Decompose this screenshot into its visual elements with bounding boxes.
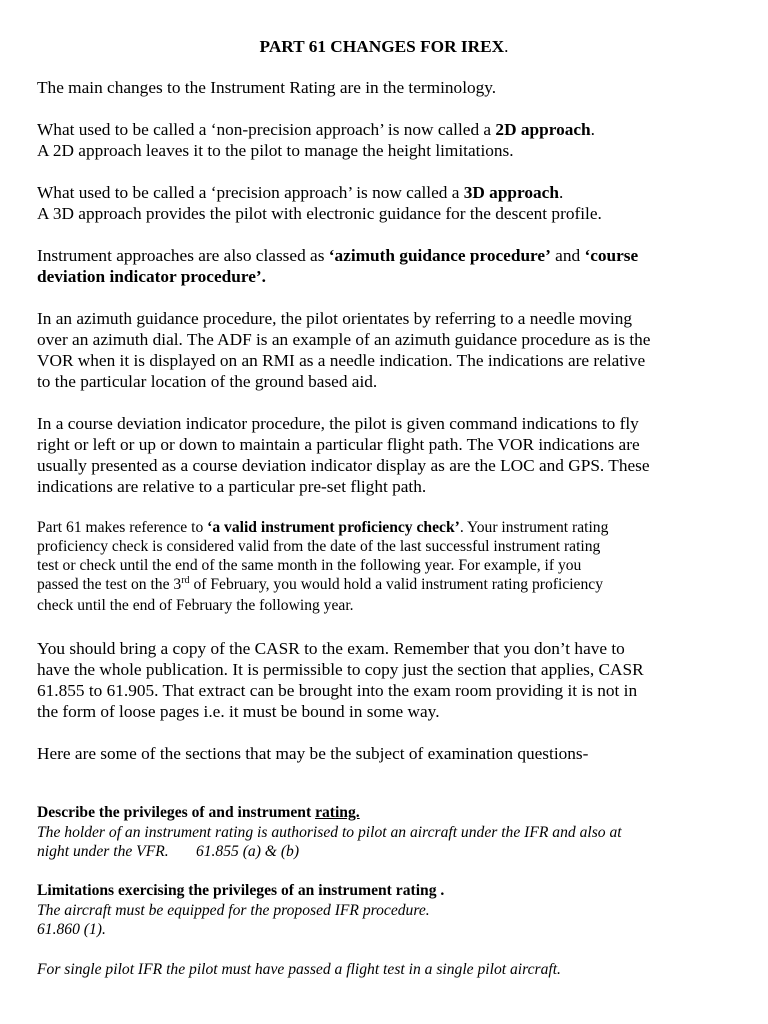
azimuth-para-line: over an azimuth dial. The ADF is an example of an azimuth guidance procedure as is the [37,330,651,349]
question-1-answer: night under the VFR. 61.855 (a) & (b) [37,843,300,860]
two-d-line-1: What used to be called a ‘non-precision approach’ is now called a 2D approach. [37,120,595,139]
question-1-heading: Describe the privileges of and instrument rating. [37,804,360,821]
azimuth-para-line: In an azimuth guidance procedure, the pilot orientates by referring to a needle moving [37,309,633,328]
ipc-line-1: Part 61 makes reference to ‘a valid instrument proficiency check’. Your instrument rating [37,519,609,536]
page-title [0,36,768,57]
classes-line-2 [37,266,266,287]
ipc-line-2: proficiency check is considered valid from the date of the last successful instrument rating [37,538,601,555]
question-2-answer: The aircraft must be equipped for the proposed IFR procedure. [37,902,430,919]
two-d-line-2: A 2D approach leaves it to the pilot to manage the height limitations. [37,141,514,160]
cdi-para-line: right or left or up or down to maintain a particular flight path. The VOR indications are [37,435,640,454]
three-d-term: 3D approach [463,183,559,202]
cdi-term-part-2: deviation indicator procedure’. [37,267,266,286]
cdi-para-line: usually presented as a course deviation indicator display as are the LOC and GPS. These [37,456,650,475]
three-d-line-2: A 3D approach provides the pilot with electronic guidance for the descent profile. [37,204,602,223]
cdi-para-line: indications are relative to a particular pre-set flight path. [37,477,427,496]
intro-line: The main changes to the Instrument Rating are in the terminology. [37,78,497,97]
cdi-term-part-1: ‘course [584,246,639,265]
casr-para-line: You should bring a copy of the CASR to the exam. Remember that you don’t have to [37,639,625,658]
question-1-answer: The holder of an instrument rating is authorised to pilot an aircraft under the IFR and also at [37,824,622,841]
sections-intro: Here are some of the sections that may be the subject of examination questions- [37,744,589,763]
ipc-term: ‘a valid instrument proficiency check’ [207,519,460,536]
question-2-answer: 61.860 (1). [37,921,106,938]
title-period: . [504,37,509,56]
title-text: PART 61 CHANGES FOR IREX [259,37,505,56]
azimuth-term: ‘azimuth guidance procedure’ [328,246,551,265]
underlined-word: rating. [315,804,360,821]
question-2-answer: For single pilot IFR the pilot must have passed a flight test in a single pilot aircraft. [37,961,561,978]
ipc-line-5: check until the end of February the following year. [37,597,354,614]
ipc-line-4: passed the test on the 3rd of February, you would hold a valid instrument rating proficiency [37,574,603,593]
cdi-para-line: In a course deviation indicator procedure, the pilot is given command indications to fly [37,414,639,433]
casr-para-line: 61.855 to 61.905. That extract can be brought into the exam room providing it is not in [37,681,638,700]
ipc-line-3: test or check until the end of the same month in the following year. For example, if you [37,557,582,574]
question-2-heading: Limitations exercising the privileges of an instrument rating . [37,882,445,899]
three-d-line-1: What used to be called a ‘precision approach’ is now called a 3D approach. [37,183,564,202]
two-d-term: 2D approach [495,120,591,139]
casr-para-line: have the whole publication. It is permissible to copy just the section that applies, CASR [37,660,644,679]
classes-line-1: Instrument approaches are also classed as ‘azimuth guidance procedure’ and ‘course [37,246,639,265]
azimuth-para-line: to the particular location of the ground based aid. [37,372,378,391]
azimuth-para-line: VOR when it is displayed on an RMI as a needle indication. The indications are relative [37,351,646,370]
casr-para-line: the form of loose pages i.e. it must be bound in some way. [37,702,440,721]
ordinal-suffix: rd [181,574,190,586]
